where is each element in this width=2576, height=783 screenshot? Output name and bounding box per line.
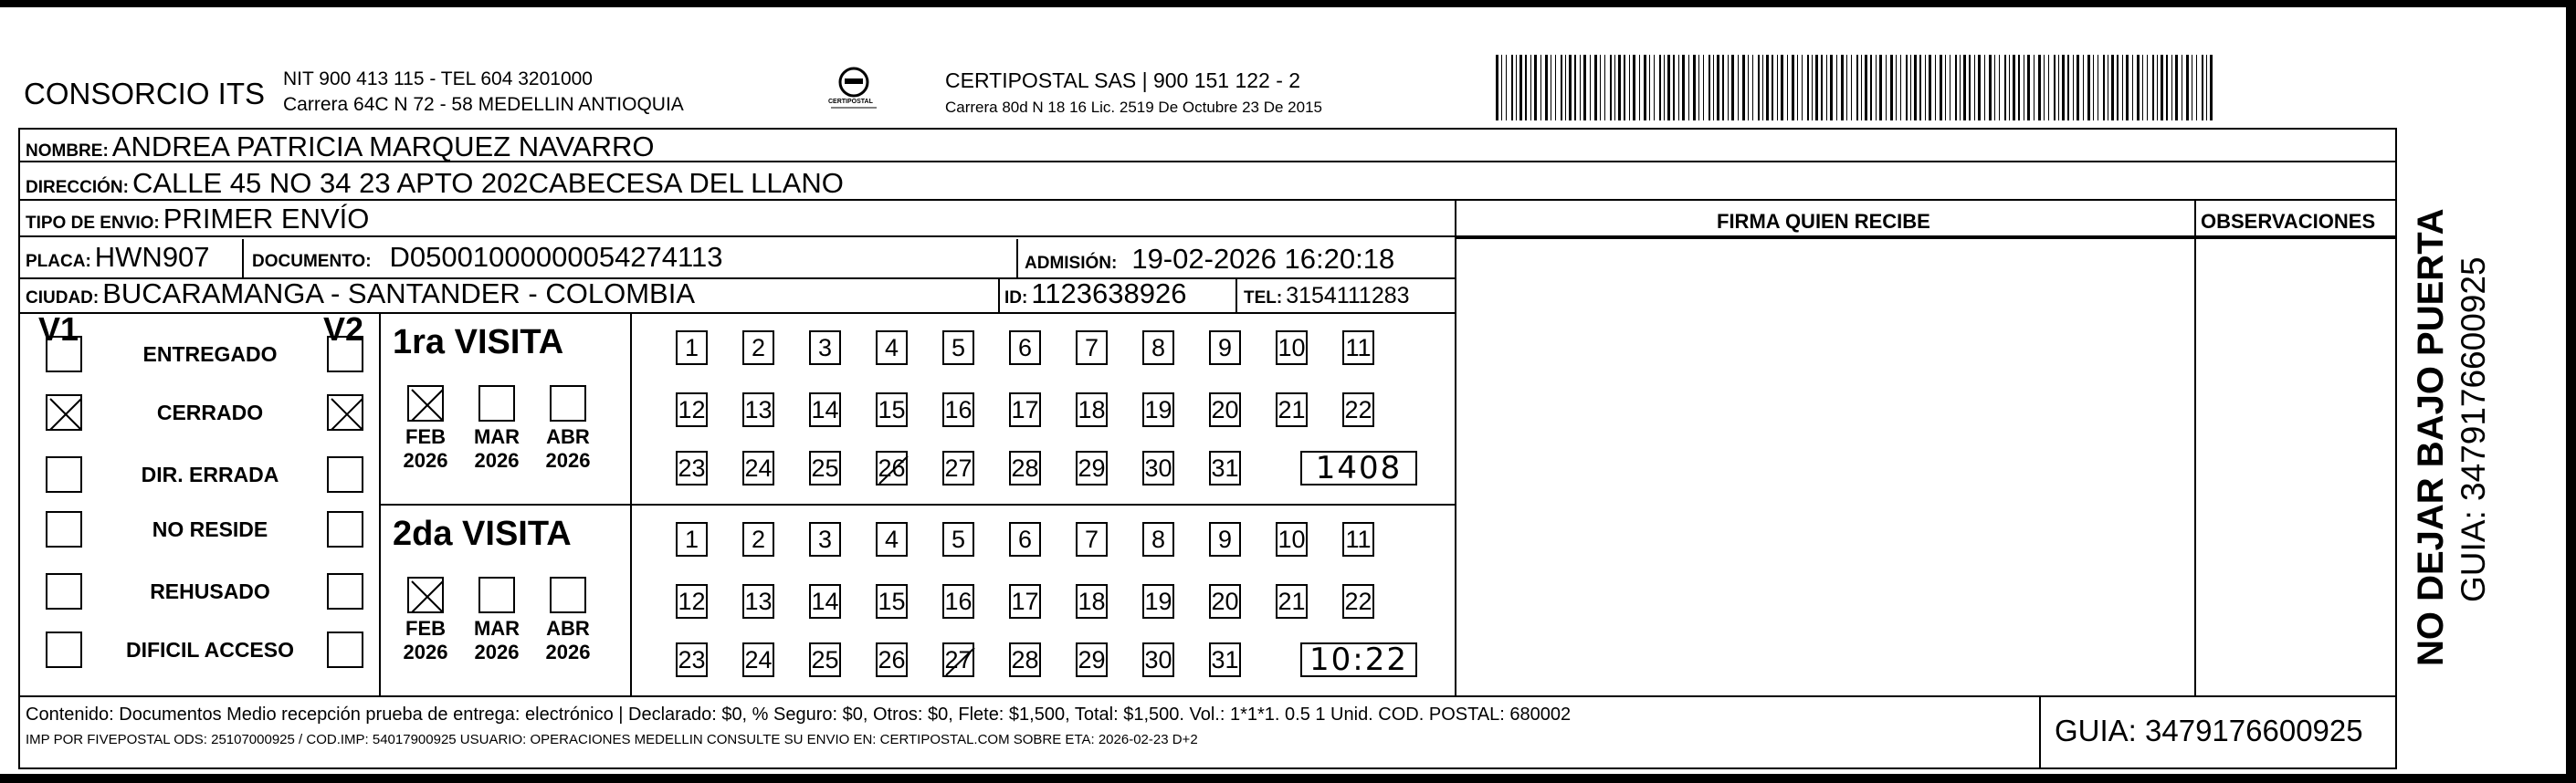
tipo-value: PRIMER ENVÍO: [163, 203, 370, 235]
day-box[interactable]: 4: [876, 522, 908, 557]
day-box[interactable]: 31: [1209, 642, 1241, 677]
certipostal-logo: [826, 64, 881, 114]
day-box[interactable]: 3: [809, 330, 841, 365]
day-box[interactable]: 12: [676, 392, 708, 427]
documento-field: [252, 241, 722, 274]
v1-checkbox[interactable]: [46, 573, 82, 610]
day-box[interactable]: 27: [942, 642, 974, 677]
side-guia: GUIA: 3479176600925: [2455, 256, 2492, 602]
month-name: MAR: [473, 617, 520, 640]
month-checkbox[interactable]: [478, 385, 515, 422]
month-label: [396, 617, 455, 664]
month-label: [539, 617, 597, 664]
day-box[interactable]: 26: [876, 451, 908, 485]
day-box[interactable]: 31: [1209, 451, 1241, 485]
day-box[interactable]: 8: [1142, 522, 1174, 557]
day-box[interactable]: 11: [1342, 330, 1374, 365]
status-label: REHUSADO: [150, 579, 270, 603]
day-box[interactable]: 12: [676, 584, 708, 619]
day-box[interactable]: 28: [1009, 451, 1041, 485]
month-year: 2026: [403, 641, 448, 663]
id-label: ID:: [1004, 288, 1028, 308]
visit-time-box[interactable]: 10:22: [1300, 642, 1417, 677]
nit-line: NIT 900 413 115 - TEL 604 3201000: [283, 68, 593, 89]
firma-left-divider: [1455, 201, 1456, 695]
v2-checkbox[interactable]: [327, 632, 363, 668]
day-box[interactable]: 10: [1276, 522, 1308, 557]
day-box[interactable]: 4: [876, 330, 908, 365]
day-box[interactable]: 25: [809, 642, 841, 677]
tel-divider: [1235, 277, 1237, 312]
day-box[interactable]: 22: [1342, 584, 1374, 619]
month-checkbox[interactable]: [407, 385, 444, 422]
v2-checkbox[interactable]: [327, 511, 363, 548]
day-box[interactable]: 16: [942, 392, 974, 427]
ciudad-row-rule: [18, 312, 1456, 314]
day-box[interactable]: 11: [1342, 522, 1374, 557]
direccion-value: CALLE 45 NO 34 23 APTO 202CABECESA DEL LLANO: [131, 167, 844, 199]
id-value: 1123638926: [1031, 277, 1187, 309]
tipo-label: TIPO DE ENVIO:: [26, 214, 160, 233]
tel-value: 3154111283: [1286, 283, 1410, 308]
day-box[interactable]: 19: [1142, 584, 1174, 619]
obs-header: OBSERVACIONES: [2201, 210, 2376, 233]
day-box[interactable]: 15: [876, 392, 908, 427]
day-box[interactable]: 23: [676, 451, 708, 485]
day-box[interactable]: 8: [1142, 330, 1174, 365]
company-name: CONSORCIO ITS: [24, 77, 266, 110]
day-box[interactable]: 20: [1209, 392, 1241, 427]
month-year: 2026: [474, 449, 520, 472]
month-name: FEB: [405, 617, 446, 640]
month-checkbox[interactable]: [407, 577, 444, 613]
day-box[interactable]: 20: [1209, 584, 1241, 619]
month-year: 2026: [474, 641, 520, 663]
month-year: 2026: [403, 449, 448, 472]
v1-checkbox[interactable]: [46, 336, 82, 372]
day-box[interactable]: 7: [1076, 522, 1108, 557]
day-box[interactable]: 13: [742, 584, 774, 619]
month-year: 2026: [545, 641, 591, 663]
v1-checkbox[interactable]: [46, 511, 82, 548]
obs-left-divider: [2194, 201, 2196, 695]
visit-separator: [379, 504, 1456, 506]
month-label: [468, 617, 526, 664]
visit-title: 2da VISITA: [393, 515, 572, 553]
tel-label: TEL:: [1244, 288, 1283, 308]
day-box[interactable]: 2: [742, 330, 774, 365]
v2-checkbox[interactable]: [327, 573, 363, 610]
certipostal-line: CERTIPOSTAL SAS | 900 151 122 - 2: [945, 68, 1301, 92]
side-warning: [2365, 155, 2529, 666]
day-box[interactable]: 27: [942, 451, 974, 485]
day-box[interactable]: 30: [1142, 451, 1174, 485]
company-address: Carrera 64C N 72 - 58 MEDELLIN ANTIOQUIA: [283, 94, 684, 115]
month-name: ABR: [546, 617, 590, 640]
tipo-row: [18, 199, 2397, 237]
placa-label: PLACA:: [26, 252, 91, 271]
day-box[interactable]: 29: [1076, 451, 1108, 485]
status-label: DIFICIL ACCESO: [125, 638, 294, 662]
scan-top-edge: [0, 0, 2576, 7]
id-divider: [998, 277, 1000, 312]
documento-value: D05001000000054274113: [389, 241, 723, 273]
day-box[interactable]: 6: [1009, 330, 1041, 365]
day-box[interactable]: 18: [1076, 584, 1108, 619]
placa-value: HWN907: [94, 241, 210, 273]
footer-guia-divider: [2039, 695, 2041, 769]
day-box[interactable]: 3: [809, 522, 841, 557]
admision-field: [1025, 243, 1394, 276]
day-box[interactable]: 24: [742, 642, 774, 677]
day-box[interactable]: 9: [1209, 330, 1241, 365]
day-box[interactable]: 17: [1009, 584, 1041, 619]
status-label: CERRADO: [156, 401, 264, 424]
month-checkbox[interactable]: [550, 577, 586, 613]
month-year: 2026: [545, 449, 591, 472]
ciudad-value: BUCARAMANGA - SANTANDER - COLOMBIA: [102, 277, 696, 309]
ciudad-field: [26, 277, 695, 310]
day-box[interactable]: 23: [676, 642, 708, 677]
day-box[interactable]: 13: [742, 392, 774, 427]
documento-label: DOCUMENTO:: [252, 252, 372, 271]
id-field: [1004, 277, 1186, 310]
month-label: [396, 425, 455, 473]
month-label: [468, 425, 526, 473]
tipo-field: [26, 203, 369, 235]
no-dejar-bajo-puerta: NO DEJAR BAJO PUERTA: [2411, 208, 2451, 666]
nombre-field: [26, 130, 654, 163]
nombre-label: NOMBRE:: [26, 141, 109, 161]
day-box[interactable]: 26: [876, 642, 908, 677]
month-label: [539, 425, 597, 473]
day-box[interactable]: 21: [1276, 392, 1308, 427]
admision-label: ADMISIÓN:: [1025, 254, 1118, 273]
visit-time-box[interactable]: 1408: [1300, 451, 1417, 485]
day-box[interactable]: 21: [1276, 584, 1308, 619]
day-box[interactable]: 18: [1076, 392, 1108, 427]
month-name: FEB: [405, 425, 446, 448]
month-checkbox[interactable]: [478, 577, 515, 613]
v2-checkbox[interactable]: [327, 336, 363, 372]
visit-title: 1ra VISITA: [393, 323, 564, 361]
firma-header: FIRMA QUIEN RECIBE: [1717, 210, 1930, 233]
status-label: NO RESIDE: [152, 517, 268, 541]
day-box[interactable]: 5: [942, 522, 974, 557]
day-box[interactable]: 25: [809, 451, 841, 485]
certipostal-license: Carrera 80d N 18 16 Lic. 2519 De Octubre 23 De 2015: [945, 99, 1322, 116]
day-box[interactable]: 1: [676, 330, 708, 365]
barcode: [1494, 55, 2224, 120]
day-box[interactable]: 2: [742, 522, 774, 557]
placa-divider: [242, 239, 244, 277]
direccion-label: DIRECCIÓN:: [26, 178, 129, 197]
status-label: DIR. ERRADA: [141, 463, 279, 486]
day-box[interactable]: 16: [942, 584, 974, 619]
admision-value: 19-02-2026 16:20:18: [1131, 243, 1395, 275]
day-box[interactable]: 14: [809, 392, 841, 427]
day-box[interactable]: 7: [1076, 330, 1108, 365]
nombre-value: ANDREA PATRICIA MARQUEZ NAVARRO: [111, 130, 655, 162]
day-box[interactable]: 28: [1009, 642, 1041, 677]
month-name: ABR: [546, 425, 590, 448]
day-box[interactable]: 5: [942, 330, 974, 365]
footer-content: Contenido: Documentos Medio recepción prueba de entrega: electrónico | Declarado: $0, % Seguro: $0, Otros: $0, Flete: $1,500, Total: $1,500. Vol.: 1*1*1. 0.5 1 Unid. COD. POSTAL: 680002: [26, 705, 1572, 725]
tel-field: [1244, 283, 1410, 309]
firma-header-rule: [1455, 237, 2397, 239]
day-box[interactable]: 19: [1142, 392, 1174, 427]
status-label: ENTREGADO: [142, 342, 278, 366]
day-box[interactable]: 1: [676, 522, 708, 557]
month-checkbox[interactable]: [550, 385, 586, 422]
day-box[interactable]: 30: [1142, 642, 1174, 677]
scan-bottom-edge: [0, 774, 2576, 783]
day-box[interactable]: 29: [1076, 642, 1108, 677]
v2-checkbox[interactable]: [327, 456, 363, 493]
v2-label: V2: [323, 310, 364, 348]
day-box[interactable]: 9: [1209, 522, 1241, 557]
day-box[interactable]: 10: [1276, 330, 1308, 365]
day-box[interactable]: 14: [809, 584, 841, 619]
v1-checkbox[interactable]: [46, 632, 82, 668]
day-box[interactable]: 17: [1009, 392, 1041, 427]
v2-checkbox[interactable]: [327, 394, 363, 431]
day-box[interactable]: 15: [876, 584, 908, 619]
v1-label: V1: [38, 310, 79, 348]
placa-field: [26, 241, 210, 274]
footer-imp: IMP POR FIVEPOSTAL ODS: 25107000925 / COD.IMP: 54017900925 USUARIO: OPERACIONES MEDELLIN CONSULTE SU ENVIO EN: CERTIPOSTAL.COM SOBRE ETA: 2026-02-23 D+2: [26, 732, 1198, 747]
logo-text: CERTIPOSTAL: [828, 99, 873, 105]
ciudad-label: CIUDAD:: [26, 288, 100, 308]
month-name: MAR: [473, 425, 520, 448]
day-box[interactable]: 22: [1342, 392, 1374, 427]
v1-checkbox[interactable]: [46, 456, 82, 493]
scan-right-edge: [2566, 0, 2576, 783]
day-box[interactable]: 6: [1009, 522, 1041, 557]
direccion-field: [26, 167, 844, 200]
admision-divider: [1016, 239, 1018, 277]
v1-checkbox[interactable]: [46, 394, 82, 431]
day-box[interactable]: 24: [742, 451, 774, 485]
footer-guia: GUIA: 3479176600925: [2055, 714, 2363, 747]
